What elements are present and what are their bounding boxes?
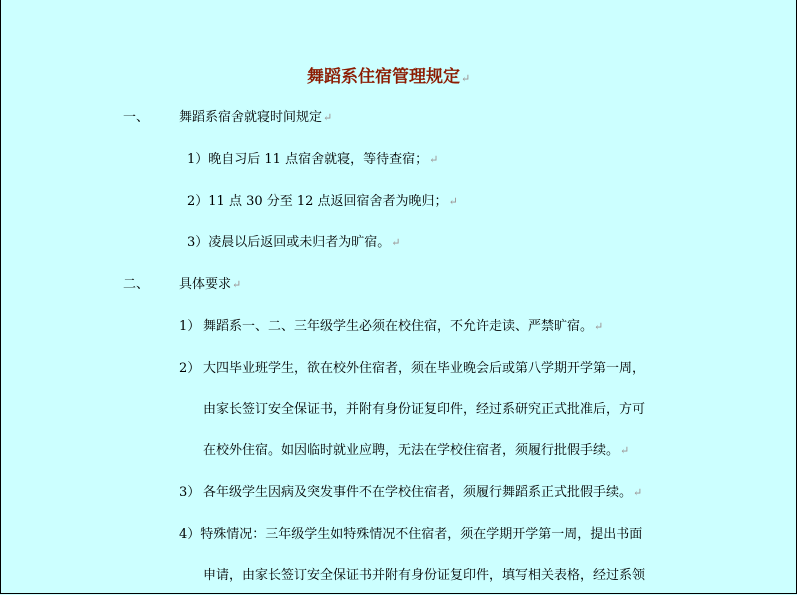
section-1-heading: 舞蹈系宿舍就寝时间规定↵ bbox=[179, 110, 333, 125]
section-2-item-2-line: 由家长签订安全保证书，并附有身份证复印件，经过系研究正式批准后，方可 bbox=[203, 402, 646, 417]
paragraph-mark-icon: ↵ bbox=[391, 236, 401, 249]
paragraph-mark-icon: ↵ bbox=[323, 111, 333, 124]
section-2-item-2-line: 在校外住宿。如因临时就业应聘，无法在学校住宿者，须履行批假手续。↵ bbox=[203, 443, 630, 458]
section-1-number: 一、 bbox=[123, 110, 150, 125]
paragraph-mark-icon: ↵ bbox=[594, 320, 604, 333]
section-2-item-4-line: 申请，由家长签订安全保证书并附有身份证复印件，填写相关表格，经过系领 bbox=[203, 568, 646, 583]
section-2-item-1: 舞蹈系一、二、三年级学生必须在校住宿，不允许走读、严禁旷宿。↵ bbox=[203, 319, 604, 334]
section-2-item-4-line: 4）特殊情况：三年级学生如特殊情况不住宿者，须在学期开学第一周，提出书面 bbox=[179, 527, 643, 542]
section-2-item-3-number: 3） bbox=[179, 485, 201, 500]
section-2-number: 二、 bbox=[123, 277, 150, 292]
paragraph-mark-icon: ↵ bbox=[461, 72, 471, 85]
section-2-item-2-number: 2） bbox=[179, 361, 201, 376]
section-1-item: 2）11 点 30 分至 12 点返回宿舍者为晚归；↵ bbox=[187, 194, 458, 209]
paragraph-mark-icon: ↵ bbox=[633, 486, 643, 499]
section-2-item-3: 各年级学生因病及突发事件不在学校住宿者，须履行舞蹈系正式批假手续。↵ bbox=[203, 485, 643, 500]
section-2-heading: 具体要求↵ bbox=[179, 277, 242, 292]
section-2-item-2-line: 大四毕业班学生，欲在校外住宿者，须在毕业晚会后或第八学期开学第一周， bbox=[203, 361, 646, 376]
paragraph-mark-icon: ↵ bbox=[620, 444, 630, 457]
paragraph-mark-icon: ↵ bbox=[232, 278, 242, 291]
document-title: 舞蹈系住宿管理规定↵ bbox=[307, 67, 471, 87]
section-1-item: 3）凌晨以后返回或未归者为旷宿。↵ bbox=[187, 235, 401, 250]
section-2-item-1-number: 1） bbox=[179, 319, 201, 334]
paragraph-mark-icon: ↵ bbox=[448, 195, 458, 208]
section-1-item: 1）晚自习后 11 点宿舍就寝，等待查宿；↵ bbox=[187, 152, 439, 167]
paragraph-mark-icon: ↵ bbox=[429, 153, 439, 166]
